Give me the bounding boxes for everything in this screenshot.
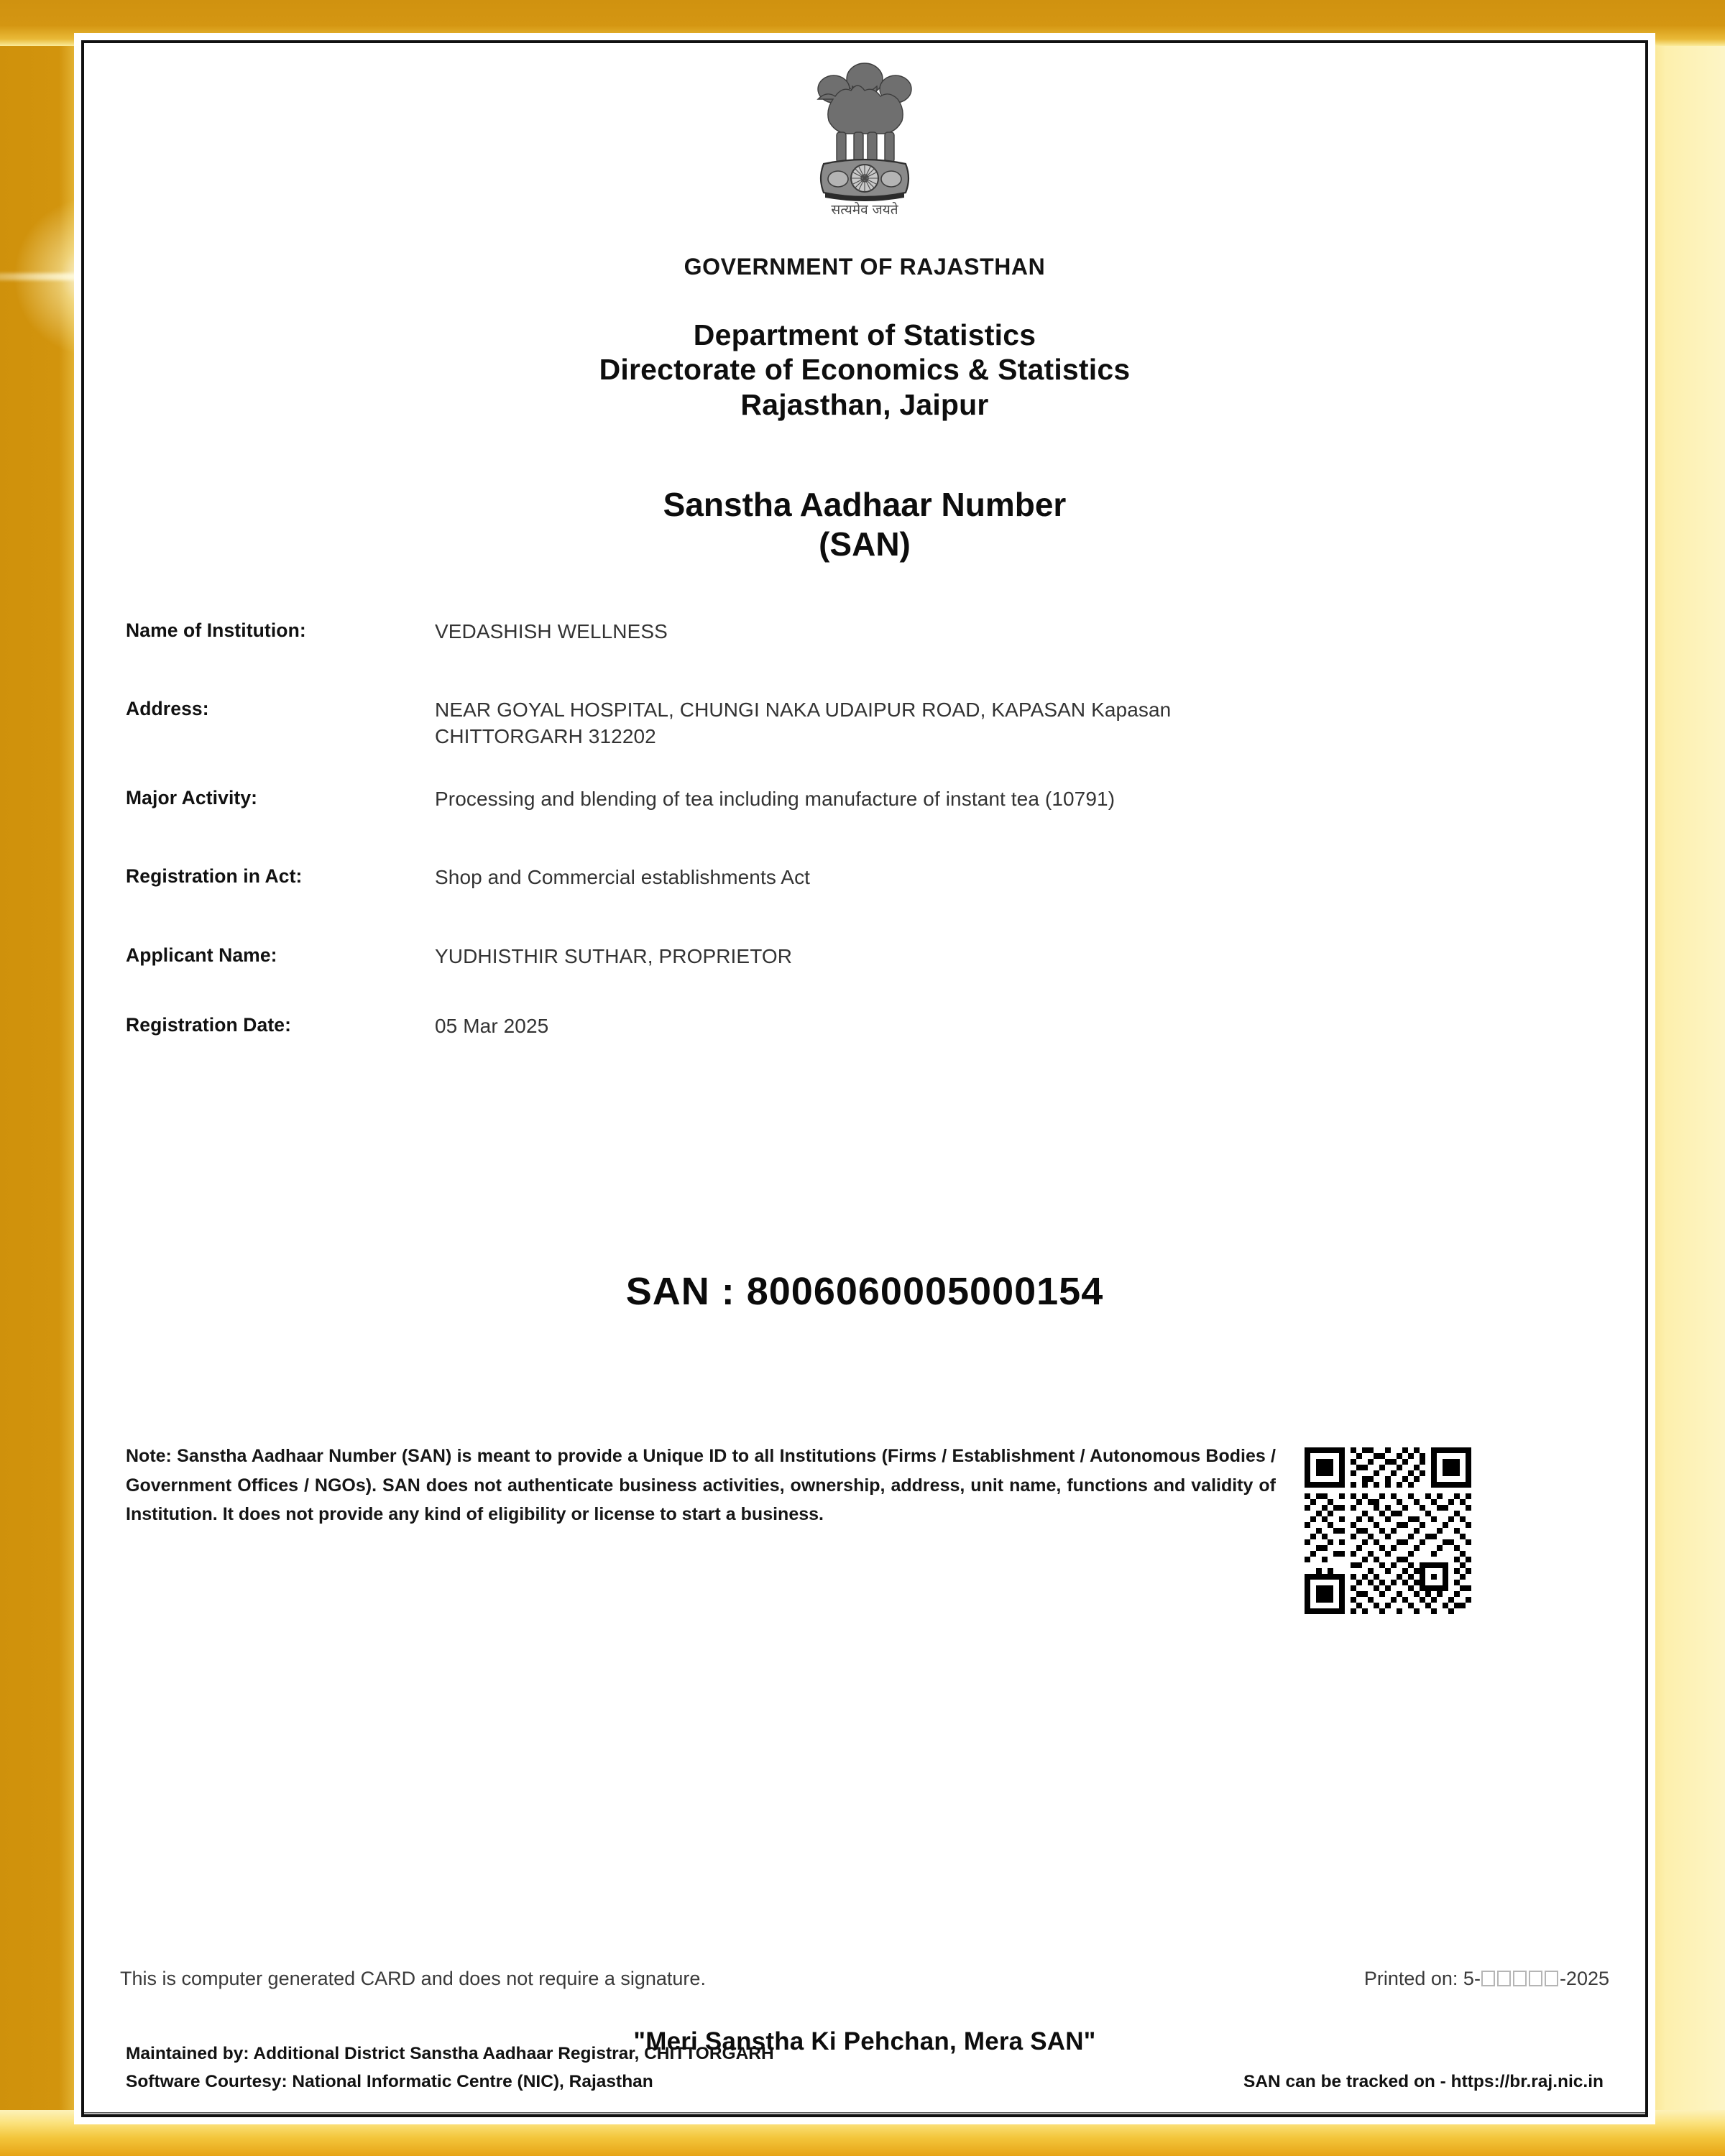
printed-on-prefix: Printed on: 5- [1363, 1968, 1481, 1989]
field-row-registration-date [126, 1013, 1604, 1039]
value-address [435, 696, 1604, 750]
value-registration-date: 05 Mar 2025 [435, 1014, 549, 1037]
printed-on-suffix: -2025 [1559, 1968, 1609, 1989]
label-registration-in-act: Registration in Act: [126, 865, 303, 888]
missing-glyph-boxes [1481, 1968, 1560, 1989]
title-line-2: (SAN) [819, 525, 911, 563]
missing-glyph-box [1481, 1971, 1495, 1986]
value-major-activity: Processing and blending of tea including manufacture of instant tea (10791) [435, 788, 1116, 811]
gold-border-top [0, 0, 1725, 46]
label-name-of-institution: Name of Institution: [126, 619, 306, 641]
government-heading: GOVERNMENT OF RAJASTHAN [684, 254, 1046, 280]
computer-generated-note: This is computer generated CARD and does not require a signature. [120, 1968, 706, 1989]
department-heading [84, 318, 1645, 422]
field-row-major-activity [126, 786, 1604, 812]
footer-divider [84, 2112, 1645, 2114]
printed-on-note [1364, 1968, 1609, 1990]
label-address: Address: [126, 697, 209, 719]
value-address-line2: CHITTORGARH 312202 [435, 724, 656, 747]
field-row-address [126, 696, 1604, 750]
label-major-activity: Major Activity: [126, 787, 258, 809]
software-courtesy-text: Software Courtesy: National Informatic Centre (NIC), Rajasthan [126, 2072, 653, 2092]
missing-glyph-box [1545, 1971, 1558, 1986]
below-card-section [81, 1952, 1648, 2056]
missing-glyph-box [1513, 1971, 1527, 1986]
details-section [84, 618, 1645, 1040]
value-name-of-institution [435, 618, 1604, 645]
san-number-block [84, 1269, 1645, 1314]
value-address-line1: NEAR GOYAL HOSPITAL, CHUNGI NAKA UDAIPUR ROAD, KAPASAN Kapasan [435, 698, 1172, 721]
note-and-qr-section [84, 1442, 1645, 1614]
tracked-on-text[interactable]: SAN can be tracked on - https://br.raj.nic.in [1243, 2072, 1604, 2092]
title-line-1: Sanstha Aadhaar Number [663, 486, 1067, 524]
missing-glyph-box [1529, 1971, 1542, 1986]
tagline-text: "Meri Sanstha Ki Pehchan, Mera SAN" [633, 2027, 1096, 2055]
san-number-text: SAN : 8006060005000154 [625, 1270, 1104, 1314]
department-line-3: Rajasthan, Jaipur [740, 387, 989, 421]
value-name-of-institution-line1: VEDASHISH WELLNESS [435, 619, 668, 642]
svg-text:सत्यमेव जयते: सत्यमेव जयते [831, 202, 898, 218]
field-row-registration-in-act [126, 864, 1604, 890]
label-registration-date: Registration Date: [126, 1013, 292, 1036]
label-applicant-name: Applicant Name: [126, 944, 277, 966]
disclaimer-note: Note: Sanstha Aadhaar Number (SAN) is meant to provide a Unique ID to all Institutions (Firms / Establishment / Autonomous Bodies / Government Offices / NGOs). SAN does not authenticate business activities, ownership, address, unit name, functions and validity of Institution. It does not provide any kind of eligibility or license to start a business. [126, 1446, 1276, 1525]
maintained-by-text: Maintained by: Additional District Sanstha Aadhaar Registrar, CHITTORGARH [126, 2043, 774, 2063]
field-row-applicant-name [126, 943, 1604, 969]
certificate-title [84, 485, 1645, 564]
emblem-container [84, 43, 1645, 249]
qr-code[interactable] [1305, 1447, 1471, 1614]
field-row-name-of-institution [126, 618, 1604, 645]
missing-glyph-box [1497, 1971, 1511, 1986]
value-registration-in-act: Shop and Commercial establishments Act [435, 866, 811, 889]
department-line-2: Directorate of Economics & Statistics [599, 353, 1131, 387]
state-emblem-of-india-icon [796, 52, 933, 246]
department-line-1: Department of Statistics [693, 318, 1036, 351]
value-applicant-name: YUDHISTHIR SUTHAR, PROPRIETOR [435, 944, 793, 967]
certificate-card [81, 40, 1648, 2117]
